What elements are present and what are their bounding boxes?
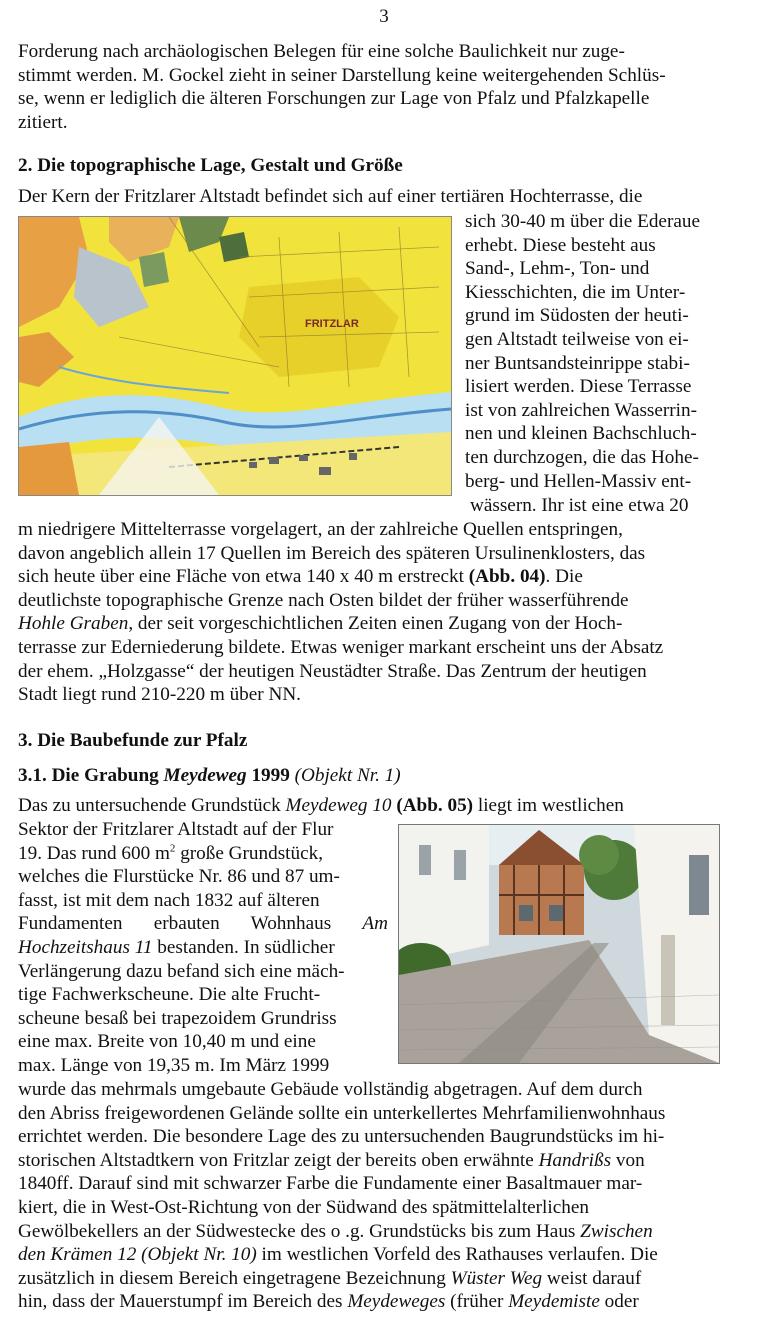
section2-wrapped-text — [465, 210, 718, 493]
geological-map-image — [19, 217, 451, 495]
figure-reference: (Abb. 05) — [391, 795, 474, 816]
text-line: 19. Das rund 600 $m^2$ große Grundstück, — [18, 842, 323, 864]
text-line: Das zu untersuchende Grundstück Meydeweg 10 (Abb. 05) liegt im westlichen — [18, 795, 624, 816]
text-line: stimmt werden. M. Gockel zieht in seiner Darstellung keine weitergehenden Schlüs- — [18, 64, 666, 86]
text-line: Der Kern der Fritzlarer Altstadt befindet sich auf einer tertiären Hochterrasse, die — [18, 186, 643, 207]
text-line: Stadt liegt rund 210-220 m über NN. — [18, 684, 301, 706]
text-line: ten durchzogen, die das Hohe- — [465, 446, 699, 468]
text-line: erhebt. Diese besteht aus — [465, 234, 656, 256]
section2-paragraph-continued — [18, 518, 718, 707]
text-line: davon angeblich allein 17 Quellen im Bereich des späteren Ursulinenklosters, das — [18, 542, 646, 564]
street-photo-figure — [398, 824, 720, 1064]
text-line: tige Fachwerkscheune. Die alte Frucht- — [18, 984, 321, 1006]
street-photo-image — [399, 825, 719, 1063]
text-line: sich 30-40 m über die Ederaue — [465, 211, 700, 232]
geological-map-figure — [18, 216, 452, 496]
section-heading: 3. Die Baubefunde zur Pfalz — [18, 730, 248, 751]
subsection-heading: 3.1. Die Grabung Meydeweg 1999 (Objekt Nr. 1) — [18, 765, 401, 786]
text-line: Hochzeitshaus 11 bestanden. In südlicher — [18, 936, 335, 958]
text-line: scheune besaß bei trapezoidem Grundriss — [18, 1007, 337, 1029]
text-line: nen und kleinen Bachschluch- — [465, 423, 697, 445]
text-line: max. Länge von 19,35 m. Im März 1999 — [18, 1054, 330, 1076]
text-line: se, wenn er lediglich die älteren Forschungen zur Lage von Pfalz und Pfalzkapelle — [18, 88, 650, 110]
section3-wrapped-text — [18, 818, 388, 1078]
text-line: der ehem. „Holzgasse“ der heutigen Neustädter Straße. Das Zentrum der heutigen — [18, 660, 647, 682]
text-line: 1840ff. Darauf sind mit schwarzer Farbe die Fundamente einer Basaltmauer mar- — [18, 1173, 643, 1195]
text-line: kiert, die in West-Ost-Richtung von der Südwand des spätmittelalterlichen — [18, 1196, 589, 1218]
text-line: welches die Flurstücke Nr. 86 und 87 um- — [18, 866, 340, 888]
section3-paragraph-continued — [18, 1078, 718, 1314]
text-line: Hohle Graben, der seit vorgeschichtlichen Zeiten einen Zugang von der Hoch- — [18, 613, 623, 635]
text-line: grund im Südosten der heuti- — [465, 305, 689, 327]
text-line: hin, dass der Mauerstumpf im Bereich des Meydeweges (früher Meydemiste oder — [18, 1291, 639, 1313]
text-line: den Krämen 12 (Objekt Nr. 10) im westlichen Vorfeld des Rathauses verlaufen. Die — [18, 1244, 658, 1266]
text-line: terrasse zur Ederniederung bildete. Etwas weniger markant erscheint uns der Absatz — [18, 636, 664, 658]
text-line: wurde das mehrmals umgebaute Gebäude vollständig abgetragen. Auf dem durch — [18, 1079, 643, 1100]
text-line: gen Altstadt teilweise von ei- — [465, 328, 689, 350]
text-line: Forderung nach archäologischen Belegen für eine solche Baulichkeit nur zuge- — [18, 41, 625, 62]
text-line: zitiert. — [18, 111, 68, 133]
text-line: Kiesschichten, die im Unter- — [465, 281, 686, 303]
text-line: den Abriss freigewordenen Gelände sollte ein unterkellertes Mehrfamilienwohnhaus — [18, 1102, 666, 1124]
text-line: Sektor der Fritzlarer Altstadt auf der Flur — [18, 819, 334, 840]
text-line: ner Buntsandsteinrippe stabi- — [465, 352, 690, 374]
text-line: Sand-, Lehm-, Ton- und — [465, 258, 650, 280]
text-line: wässern. Ihr ist eine etwa 20 — [470, 495, 689, 516]
text-line: deutlichste topographische Grenze nach Osten bildet der früher wasserführende — [18, 589, 629, 611]
text-line: zusätzlich in diesem Bereich eingetragene Bezeichnung Wüster Weg weist darauf — [18, 1267, 642, 1289]
intro-paragraph — [18, 40, 718, 134]
text-line: lisiert werden. Diese Terrasse — [465, 376, 692, 398]
text-line: fasst, ist mit dem nach 1832 auf älteren — [18, 889, 320, 911]
text-line: ist von zahlreichen Wasserrin- — [465, 399, 698, 421]
text-line: sich heute über eine Fläche von etwa 140 x 40 m erstreckt (Abb. 04). Die — [18, 566, 583, 588]
text-line: errichtet werden. Die besondere Lage des zu untersuchenden Baugrundstücks im hi- — [18, 1126, 665, 1148]
figure-reference: (Abb. 04) — [468, 566, 546, 588]
text-line: Verlängerung dazu befand sich eine mäch- — [18, 960, 345, 982]
text-line: m niedrigere Mittelterrasse vorgelagert, an der zahlreiche Quellen entspringen, — [18, 519, 623, 540]
text-line: Fundamenten erbauten Wohnhaus Am — [18, 913, 388, 935]
text-line: berg- und Hellen-Massiv ent- — [465, 470, 692, 492]
section-heading: 2. Die topographische Lage, Gestalt und Größe — [18, 155, 403, 176]
map-town-label: FRITZLAR — [305, 318, 359, 330]
page-number: 3 — [379, 6, 389, 27]
text-line: storischen Altstadtkern von Fritzlar zeigt der bereits oben erwähnte Handrißs von — [18, 1149, 645, 1171]
text-line: Gewölbekellers an der Südwestecke des o .g. Grundstücks bis zum Haus Zwischen — [18, 1220, 653, 1242]
text-line: eine max. Breite von 10,40 m und eine — [18, 1031, 316, 1053]
